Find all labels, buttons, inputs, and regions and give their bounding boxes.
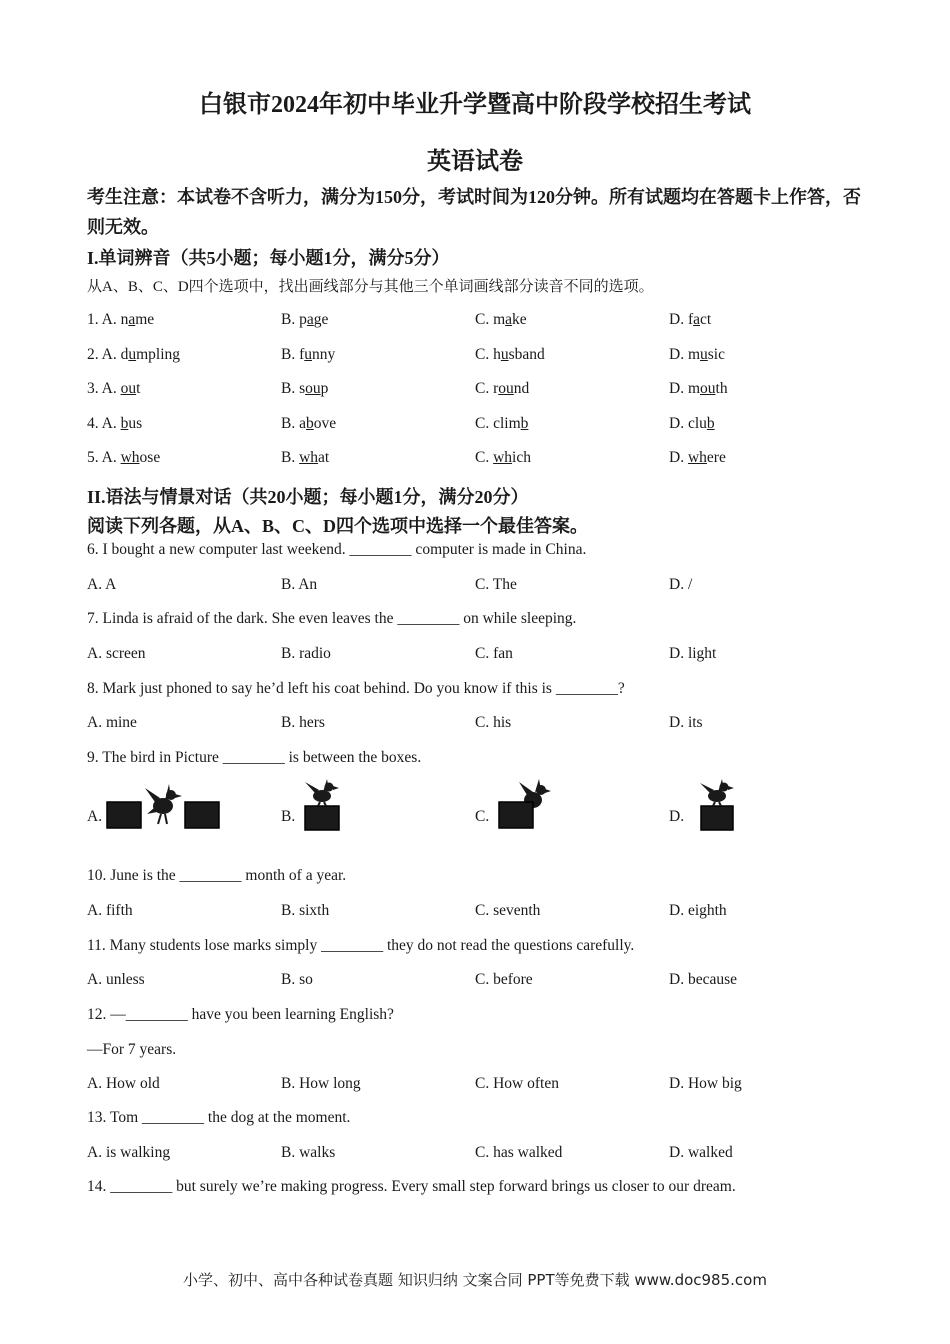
option-letter: B. — [281, 415, 300, 432]
option-letter: 4. A. — [87, 415, 121, 432]
section2-heading: II.语法与情景对话（共20小题；每小题1分，满分20分） — [87, 487, 529, 507]
option-letter: D. — [669, 415, 688, 432]
option-c[interactable] — [475, 449, 531, 467]
option-d[interactable]: D. because — [669, 971, 737, 988]
exam-subtitle: 英语试卷 — [427, 149, 523, 175]
option-a-label: A. — [87, 808, 103, 825]
underlined-part: wh — [299, 449, 319, 466]
option-d[interactable] — [669, 415, 715, 433]
exam-notice: 考生注意：本试卷不含听力，满分为150分，考试时间为120分钟。所有试题均在答题卡上作答，否则无效。 — [87, 187, 861, 237]
bird-on-box-icon — [687, 778, 747, 834]
option-b[interactable]: B. radio — [281, 645, 331, 662]
option-letter: D. — [669, 311, 688, 328]
option-d[interactable]: D. How big — [669, 1075, 742, 1092]
underlined-part: ou — [305, 380, 321, 397]
word-part: ere — [706, 449, 726, 466]
option-a[interactable] — [87, 311, 154, 329]
word-part: f — [299, 346, 305, 363]
option-b[interactable]: B. sixth — [281, 902, 330, 919]
word-part: ct — [700, 311, 712, 328]
underlined-part: u — [128, 346, 137, 363]
option-b[interactable]: B. An — [281, 576, 318, 593]
option-c[interactable] — [475, 380, 529, 398]
option-letter: 5. A. — [87, 449, 121, 466]
option-b-label: B. — [281, 808, 296, 825]
word-part: p — [320, 380, 329, 397]
question-6-options — [87, 576, 887, 598]
question-11-stem: 11. Many students lose marks simply ________ they do not read the questions carefully. — [87, 937, 635, 954]
option-a[interactable] — [87, 449, 160, 467]
question-13-options — [87, 1144, 887, 1166]
underlined-part: b — [706, 415, 715, 432]
section1-heading: I.单词辨音（共5小题；每小题1分，满分5分） — [87, 248, 450, 268]
option-a[interactable]: A. screen — [87, 645, 146, 662]
word-part: ke — [512, 311, 527, 328]
option-letter: B. — [281, 449, 300, 466]
question-8-stem: 8. Mark just phoned to say he’d left his coat behind. Do you know if this is ________? — [87, 680, 625, 697]
word-part: d — [120, 346, 129, 363]
option-d[interactable] — [669, 449, 726, 467]
option-b[interactable]: B. walks — [281, 1144, 336, 1161]
underlined-part: ou — [498, 380, 514, 397]
word-part: m — [687, 380, 701, 397]
underlined-part: wh — [493, 449, 513, 466]
underlined-part: u — [700, 346, 708, 363]
underlined-part: a — [128, 311, 136, 328]
option-letter: B. — [281, 380, 300, 397]
option-letter: 2. A. — [87, 346, 121, 363]
word-part: p — [299, 311, 307, 328]
question-2-options — [87, 346, 887, 368]
word-part: h — [493, 346, 501, 363]
question-10-options — [87, 902, 887, 924]
option-c[interactable]: C. seventh — [475, 902, 541, 919]
option-d[interactable]: D. / — [669, 576, 693, 593]
word-part: us — [128, 415, 143, 432]
option-a[interactable]: A. A — [87, 576, 117, 593]
word-part: r — [493, 380, 499, 397]
word-part: ich — [512, 449, 531, 466]
bird-on-box-icon — [299, 778, 359, 834]
option-d-label: D. — [669, 808, 685, 825]
question-13-stem: 13. Tom ________ the dog at the moment. — [87, 1109, 351, 1126]
section2-instruction: 阅读下列各题，从A、B、C、D四个选项中选择一个最佳答案。 — [87, 516, 589, 536]
option-b[interactable] — [281, 415, 336, 433]
option-d[interactable]: D. light — [669, 645, 717, 662]
question-6-stem: 6. I bought a new computer last weekend. ________ computer is made in China. — [87, 541, 587, 558]
underlined-part: b — [305, 415, 314, 432]
option-b[interactable] — [281, 311, 328, 329]
word-part: clu — [687, 415, 707, 432]
word-part: n — [120, 311, 129, 328]
question-12-options — [87, 1075, 887, 1097]
option-c[interactable] — [475, 415, 528, 433]
option-c[interactable]: C. before — [475, 971, 533, 988]
bird-between-boxes-icon — [105, 778, 225, 834]
underlined-part: b — [120, 415, 129, 432]
option-c[interactable]: C. The — [475, 576, 517, 593]
option-b[interactable]: B. so — [281, 971, 313, 988]
option-letter: C. — [475, 449, 494, 466]
option-d[interactable]: D. walked — [669, 1144, 733, 1161]
option-a[interactable] — [87, 346, 180, 364]
underlined-part: ou — [700, 380, 716, 397]
underlined-part: ou — [120, 380, 137, 397]
option-letter: C. — [475, 311, 494, 328]
option-b[interactable]: B. hers — [281, 714, 325, 731]
word-part: t — [136, 380, 141, 397]
question-3-options — [87, 380, 887, 402]
underlined-part: b — [520, 415, 529, 432]
question-9-options — [87, 778, 887, 838]
underlined-part: wh — [687, 449, 707, 466]
option-a[interactable]: A. mine — [87, 714, 137, 731]
question-7-options — [87, 645, 887, 667]
option-a[interactable]: A. is walking — [87, 1144, 171, 1161]
word-part: sic — [707, 346, 725, 363]
option-letter: B. — [281, 311, 300, 328]
underlined-part: wh — [120, 449, 140, 466]
question-11-options — [87, 971, 887, 993]
option-a[interactable] — [87, 380, 140, 398]
question-10-stem: 10. June is the ________ month of a year. — [87, 867, 347, 884]
word-part: th — [715, 380, 728, 397]
option-a[interactable] — [87, 415, 142, 433]
option-c[interactable]: C. fan — [475, 645, 513, 662]
option-d[interactable] — [669, 346, 725, 364]
option-c[interactable] — [475, 346, 545, 364]
exam-title: 白银市2024年初中毕业升学暨高中阶段学校招生考试 — [199, 92, 751, 118]
option-c[interactable]: C. has walked — [475, 1144, 563, 1161]
word-part: clim — [493, 415, 521, 432]
option-d[interactable] — [669, 311, 711, 329]
word-part: s — [299, 380, 306, 397]
word-part: sband — [508, 346, 545, 363]
page-footer: 小学、初中、高中各种试卷真题 知识归纳 文案合同 PPT等免费下载 www.doc985.com — [183, 1271, 767, 1289]
word-part: ge — [313, 311, 329, 328]
underlined-part: a — [505, 311, 513, 328]
question-7-stem: 7. Linda is afraid of the dark. She even leaves the ________ on while sleeping. — [87, 610, 577, 627]
question-9-stem: 9. The bird in Picture ________ is between the boxes. — [87, 749, 422, 766]
underlined-part: u — [500, 346, 509, 363]
option-letter: 3. A. — [87, 380, 121, 397]
option-c-label: C. — [475, 808, 490, 825]
option-c[interactable]: C. How often — [475, 1075, 559, 1092]
option-b[interactable]: B. How long — [281, 1075, 361, 1092]
word-part: nny — [312, 346, 336, 363]
option-b[interactable] — [281, 380, 328, 398]
underlined-part: a — [693, 311, 701, 328]
option-letter: C. — [475, 380, 494, 397]
word-part: me — [135, 311, 155, 328]
option-letter: 1. A. — [87, 311, 121, 328]
word-part: at — [318, 449, 330, 466]
question-5-options — [87, 449, 887, 471]
option-d[interactable] — [669, 380, 728, 398]
word-part: f — [687, 311, 694, 328]
option-b[interactable] — [281, 346, 335, 364]
option-letter: B. — [281, 346, 300, 363]
underlined-part: a — [306, 311, 314, 328]
word-part: ose — [139, 449, 161, 466]
option-letter: D. — [669, 380, 688, 397]
option-b[interactable] — [281, 449, 329, 467]
question-1-options — [87, 311, 887, 333]
section1-instruction: 从A、B、C、D四个选项中，找出画线部分与其他三个单词画线部分读音不同的选项。 — [87, 279, 654, 295]
underlined-part: u — [304, 346, 313, 363]
word-part: mpling — [136, 346, 181, 363]
word-part: m — [493, 311, 506, 328]
word-part: m — [687, 346, 701, 363]
word-part: nd — [513, 380, 530, 397]
option-a[interactable]: A. fifth — [87, 902, 133, 919]
option-a[interactable]: A. How old — [87, 1075, 160, 1092]
option-d[interactable]: D. eighth — [669, 902, 727, 919]
option-a[interactable]: A. unless — [87, 971, 145, 988]
question-12-stem: 12. —________ have you been learning English? — [87, 1006, 394, 1023]
question-12-reply: —For 7 years. — [87, 1041, 177, 1058]
option-d[interactable]: D. its — [669, 714, 703, 731]
question-8-options — [87, 714, 887, 736]
option-c[interactable] — [475, 311, 527, 329]
word-part: a — [299, 415, 306, 432]
word-part: ove — [313, 415, 337, 432]
option-c[interactable]: C. his — [475, 714, 512, 731]
option-letter: D. — [669, 346, 688, 363]
question-4-options — [87, 415, 887, 437]
option-letter: D. — [669, 449, 688, 466]
bird-behind-box-icon — [493, 778, 563, 834]
option-letter: C. — [475, 415, 494, 432]
option-letter: C. — [475, 346, 494, 363]
question-14-stem: 14. ________ but surely we’re making progress. Every small step forward brings us closer to our dream. — [87, 1178, 736, 1195]
